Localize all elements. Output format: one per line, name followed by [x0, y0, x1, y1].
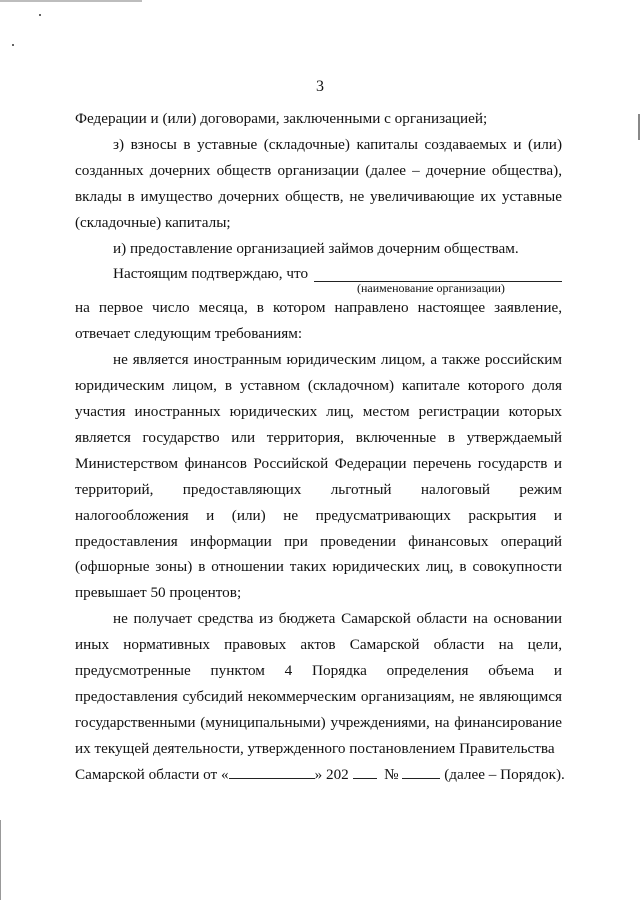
- paragraph-item-z: з) взносы в уставные (складочные) капиталы создаваемых и (или) созданных дочерних обществ организации (далее – дочерние общества), вклады в имущество дочерних обществ, не увеличивающие их уставные (складочные) капиталы;: [75, 135, 562, 231]
- scan-artifact-top-line: [0, 0, 142, 2]
- number-sign: №: [384, 765, 399, 783]
- paragraph-item-i: и) предоставление организацией займов дочерним обществам.: [113, 239, 519, 257]
- confirmation-prefix: Настоящим подтверждаю, что: [113, 265, 309, 283]
- date-prefix: Самарской области от «: [75, 765, 229, 783]
- paragraph-requirement-2: не получает средства из бюджета Самарской области на основании иных нормативных правовых актов Самарской области на цели, предусмотренные пунктом 4 Порядка определения объема и предоставления субсидий некоммерческим организациям, не являющимся государственными (муниципальными) учреждениями, на финансирование их текущей деятельности, утвержденного постановлением Правительства: [75, 610, 562, 757]
- organization-name-blank[interactable]: [314, 263, 562, 282]
- date-day-month-blank[interactable]: [229, 764, 315, 779]
- resolution-number-blank[interactable]: [402, 764, 440, 779]
- date-year-blank[interactable]: [353, 764, 377, 779]
- date-year-prefix: » 202: [314, 765, 349, 783]
- scan-artifact-speck: [12, 44, 14, 46]
- scan-artifact-left-edge: [0, 820, 1, 900]
- organization-name-caption: (наименование организации): [357, 281, 505, 296]
- document-body: [75, 106, 565, 788]
- resolution-date-line: [75, 762, 565, 788]
- paragraph-requirement-1: не является иностранным юридическим лицом, а также российским юридическим лицом, в уставном (складочном) капитале которого доля участия иностранных юридических лиц, местом регистрации которых является государство или территория, включенные в утверждаемый Министерством финансов Российской Федерации перечень государств и территорий, предоставляющих льготный налоговый режим налогообложения и (или) не предусматривающих раскрытия и предоставления информации при проведении финансовых операций (офшорные зоны) в отношении таких юридических лиц, в совокупности превышает 50 процентов;: [75, 351, 562, 602]
- paragraph-continuation: Федерации и (или) договорами, заключенными с организацией;: [75, 110, 488, 127]
- paragraph-confirm-continuation: на первое число месяца, в котором направлено настоящее заявление, отвечает следующим требованиям:: [75, 299, 562, 343]
- scan-artifact-speck: [39, 14, 41, 16]
- date-suffix: (далее – Порядок).: [444, 765, 565, 783]
- page-number: 3: [316, 78, 324, 95]
